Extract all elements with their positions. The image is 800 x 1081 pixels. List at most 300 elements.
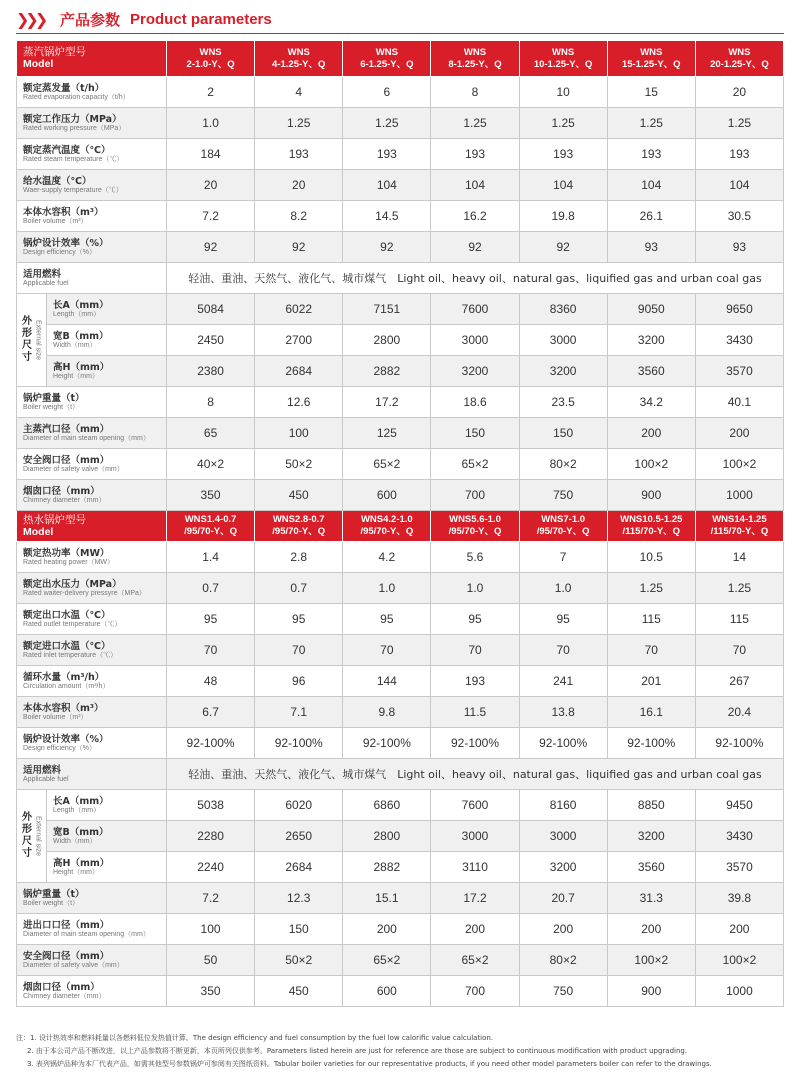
- value-cell: 150: [255, 914, 343, 945]
- row-label: [17, 883, 167, 914]
- model-header: [519, 511, 607, 542]
- label-cn: 额定工作压力（MPa）: [23, 113, 122, 125]
- row-label: [47, 325, 167, 356]
- value-cell: 193: [431, 139, 519, 170]
- value-cell: 65×2: [343, 945, 431, 976]
- footnote: 3. 表列锅炉品种为本厂代表产品，如需其他型号参数锅炉可参阅有关图纸资料。Tabular boiler varieties for our representative products, if you need other model parameters boiler can refer to the drawings.: [27, 1060, 712, 1068]
- value-cell: 92-100%: [519, 728, 607, 759]
- value-cell: 7.2: [167, 201, 255, 232]
- value-cell: 100×2: [695, 449, 783, 480]
- model-header: [343, 41, 431, 77]
- value-cell: 104: [607, 170, 695, 201]
- label-en: Rated working pressure（MPa）: [23, 124, 126, 132]
- label-cn: 本体水容积（m³）: [23, 206, 104, 218]
- value-cell: 184: [167, 139, 255, 170]
- value-cell: 193: [431, 666, 519, 697]
- row-label: [17, 573, 167, 604]
- fuel-value: 轻油、重油、天然气、液化气、城市煤气 Light oil、heavy oil、natural gas、liquified gas and urban coal gas: [167, 263, 784, 294]
- value-cell: 3570: [695, 356, 783, 387]
- value-cell: 18.6: [431, 387, 519, 418]
- value-cell: 5038: [167, 790, 255, 821]
- value-cell: 93: [607, 232, 695, 263]
- model-header: [343, 511, 431, 542]
- label-en: Design efficiency（%）: [23, 248, 97, 256]
- table-row: [17, 635, 784, 666]
- value-cell: 92-100%: [343, 728, 431, 759]
- model-header: [695, 41, 783, 77]
- value-cell: 15.1: [343, 883, 431, 914]
- value-cell: 3000: [519, 325, 607, 356]
- value-cell: 14: [695, 542, 783, 573]
- value-cell: 7.2: [167, 883, 255, 914]
- value-cell: 2450: [167, 325, 255, 356]
- label-cn: 循环水量（m³/h）: [23, 671, 105, 683]
- label-en: Rated steam temperature（℃）: [23, 155, 124, 163]
- value-cell: 20.7: [519, 883, 607, 914]
- label-cn: 主蒸汽口径（mm）: [23, 423, 110, 435]
- value-cell: 3200: [431, 356, 519, 387]
- value-cell: 3430: [695, 821, 783, 852]
- value-cell: 10: [519, 77, 607, 108]
- value-cell: 200: [695, 418, 783, 449]
- label-cn: 额定出口水温（℃）: [23, 609, 111, 621]
- model-label: [17, 41, 167, 77]
- size-row: [17, 821, 784, 852]
- label-en: Boiler weight（t）: [23, 403, 80, 411]
- value-cell: 7151: [343, 294, 431, 325]
- value-cell: 19.8: [519, 201, 607, 232]
- value-cell: 450: [255, 480, 343, 511]
- value-cell: 125: [343, 418, 431, 449]
- value-cell: 7.1: [255, 697, 343, 728]
- value-cell: 100: [255, 418, 343, 449]
- fuel-row: [17, 263, 784, 294]
- value-cell: 193: [519, 139, 607, 170]
- value-cell: 8850: [607, 790, 695, 821]
- label-en: Diameter of main steam opening（mm）: [23, 930, 150, 938]
- row-label: [17, 449, 167, 480]
- value-cell: 200: [343, 914, 431, 945]
- model-line: /95/70-Y、Q: [360, 526, 414, 537]
- value-cell: 2684: [255, 852, 343, 883]
- model-header: [519, 41, 607, 77]
- row-label: [17, 542, 167, 573]
- section-header: [16, 6, 272, 32]
- value-cell: 9450: [695, 790, 783, 821]
- value-cell: 1.0: [519, 573, 607, 604]
- label-cn: 宽B（mm）: [53, 826, 109, 838]
- table-row: [17, 542, 784, 573]
- size-row: [17, 294, 784, 325]
- value-cell: 3200: [519, 356, 607, 387]
- row-label: [17, 418, 167, 449]
- label-en: Waer-supply temperature（℃）: [23, 186, 123, 194]
- value-cell: 1.25: [607, 573, 695, 604]
- value-cell: 150: [431, 418, 519, 449]
- label-en: Length（mm）: [53, 806, 101, 814]
- value-cell: 200: [695, 914, 783, 945]
- value-cell: 1.0: [167, 108, 255, 139]
- table-row: [17, 170, 784, 201]
- value-cell: 700: [431, 976, 519, 1007]
- value-cell: 1.25: [519, 108, 607, 139]
- value-cell: 193: [255, 139, 343, 170]
- value-cell: 3000: [519, 821, 607, 852]
- table-row: [17, 480, 784, 511]
- label-en: Diameter of safety valve（mm）: [23, 961, 124, 969]
- label-cn: 额定出水压力（MPa）: [23, 578, 122, 590]
- value-cell: 267: [695, 666, 783, 697]
- model-header: [607, 41, 695, 77]
- row-label: [17, 976, 167, 1007]
- value-cell: 92-100%: [695, 728, 783, 759]
- label-en: Design efficiency（%）: [23, 744, 97, 752]
- footnote: 2. 由于本公司产品不断改进，以上产品参数将不断更新，本页所列仅供参考。Parameters listed herein are just for reference are those are subject to continuous modification with product upgrading.: [27, 1047, 688, 1055]
- value-cell: 2882: [343, 356, 431, 387]
- size-row: [17, 790, 784, 821]
- table-row: [17, 449, 784, 480]
- label-cn: 锅炉重量（t）: [23, 888, 85, 900]
- label-cn: 本体水容积（m³）: [23, 702, 104, 714]
- value-cell: 70: [519, 635, 607, 666]
- label-cn: 宽B（mm）: [53, 330, 109, 342]
- model-header: [255, 41, 343, 77]
- size-row: [17, 356, 784, 387]
- label-cn: 高H（mm）: [53, 857, 110, 869]
- value-cell: 92: [343, 232, 431, 263]
- external-size-label: [17, 294, 47, 387]
- label-en: Height（mm）: [53, 868, 99, 876]
- table-row: [17, 201, 784, 232]
- external-size-en: External size: [34, 815, 42, 857]
- value-cell: 1.25: [695, 108, 783, 139]
- value-cell: 92: [519, 232, 607, 263]
- label-cn: 长A（mm）: [53, 299, 109, 311]
- value-cell: 65×2: [343, 449, 431, 480]
- label-en: Boiler weight（t）: [23, 899, 80, 907]
- fuel-row: [17, 759, 784, 790]
- value-cell: 3200: [519, 852, 607, 883]
- label-en: Diameter of main steam opening（mm）: [23, 434, 150, 442]
- value-cell: 50: [167, 945, 255, 976]
- value-cell: 200: [519, 914, 607, 945]
- value-cell: 144: [343, 666, 431, 697]
- label-en: Rated evaporation capacity（t/h）: [23, 93, 130, 101]
- value-cell: 115: [695, 604, 783, 635]
- label-cn: 烟囱口径（mm）: [23, 485, 100, 497]
- model-line: WNS: [463, 46, 487, 58]
- value-cell: 3000: [431, 325, 519, 356]
- row-label: [47, 790, 167, 821]
- value-cell: 2700: [255, 325, 343, 356]
- size-row: [17, 852, 784, 883]
- value-cell: 115: [607, 604, 695, 635]
- row-label: [17, 170, 167, 201]
- value-cell: 2650: [255, 821, 343, 852]
- value-cell: 92-100%: [255, 728, 343, 759]
- label-cn: 进出口口径（mm）: [23, 919, 110, 931]
- model-line: WNS: [552, 46, 575, 58]
- value-cell: 20: [255, 170, 343, 201]
- hot-model-row: [17, 511, 784, 542]
- value-cell: 3110: [431, 852, 519, 883]
- value-cell: 2240: [167, 852, 255, 883]
- row-label: [17, 914, 167, 945]
- value-cell: 5.6: [431, 542, 519, 573]
- value-cell: 241: [519, 666, 607, 697]
- value-cell: 6.7: [167, 697, 255, 728]
- row-label: [17, 697, 167, 728]
- model-label-en: Model: [23, 58, 54, 70]
- label-en: Diameter of safety valve（mm）: [23, 465, 124, 473]
- header-divider: [16, 33, 784, 34]
- label-en: Chimney diameter（mm）: [23, 496, 106, 504]
- value-cell: 26.1: [607, 201, 695, 232]
- model-header: [431, 511, 519, 542]
- label-en: Boiler volume（m³）: [23, 713, 88, 721]
- label-en: Rated inlet temperature（℃）: [23, 651, 118, 659]
- value-cell: 2684: [255, 356, 343, 387]
- value-cell: 16.2: [431, 201, 519, 232]
- value-cell: 5084: [167, 294, 255, 325]
- model-header: [167, 511, 255, 542]
- model-label-en: Model: [23, 525, 54, 538]
- value-cell: 350: [167, 480, 255, 511]
- value-cell: 3200: [607, 325, 695, 356]
- row-label: [47, 852, 167, 883]
- model-header: [431, 41, 519, 77]
- table-row: [17, 914, 784, 945]
- value-cell: 6: [343, 77, 431, 108]
- value-cell: 350: [167, 976, 255, 1007]
- label-cn: 额定进口水温（℃）: [23, 640, 111, 652]
- value-cell: 2: [167, 77, 255, 108]
- model-line: 10-1.25-Y、Q: [533, 58, 593, 70]
- table-row: [17, 976, 784, 1007]
- value-cell: 1.25: [695, 573, 783, 604]
- model-line: WNS5.6-1.0: [449, 514, 501, 525]
- value-cell: 193: [343, 139, 431, 170]
- model-header: [607, 511, 695, 542]
- value-cell: 2800: [343, 821, 431, 852]
- row-label: [17, 635, 167, 666]
- model-line: /115/70-Y、Q: [710, 526, 769, 537]
- label-cn: 额定蒸发量（t/h）: [23, 82, 105, 94]
- value-cell: 30.5: [695, 201, 783, 232]
- value-cell: 8160: [519, 790, 607, 821]
- value-cell: 70: [695, 635, 783, 666]
- table-row: [17, 108, 784, 139]
- value-cell: 31.3: [607, 883, 695, 914]
- label-en: Boiler volume（m³）: [23, 217, 88, 225]
- value-cell: 70: [607, 635, 695, 666]
- table-row: [17, 387, 784, 418]
- value-cell: 1.25: [431, 108, 519, 139]
- value-cell: 2800: [343, 325, 431, 356]
- value-cell: 100×2: [695, 945, 783, 976]
- value-cell: 750: [519, 480, 607, 511]
- value-cell: 50×2: [255, 449, 343, 480]
- table-row: [17, 883, 784, 914]
- value-cell: 3000: [431, 821, 519, 852]
- value-cell: 70: [343, 635, 431, 666]
- value-cell: 92-100%: [607, 728, 695, 759]
- label-cn: 适用燃料: [23, 268, 62, 280]
- row-label: [17, 387, 167, 418]
- label-en: Circulation amount（m³/h）: [23, 682, 110, 690]
- value-cell: 1.0: [431, 573, 519, 604]
- table-row: [17, 604, 784, 635]
- value-cell: 6860: [343, 790, 431, 821]
- table-row: [17, 666, 784, 697]
- model-line: /95/70-Y、Q: [536, 526, 590, 537]
- chevron-right-icon: ❯❯❯: [16, 9, 45, 29]
- value-cell: 7600: [431, 294, 519, 325]
- value-cell: 6022: [255, 294, 343, 325]
- model-line: WNS14-1.25: [712, 514, 767, 525]
- label-en: Rated waiter-delivery pressyre（MPa）: [23, 589, 146, 597]
- value-cell: 1.25: [255, 108, 343, 139]
- row-label: [17, 728, 167, 759]
- label-en: Width（mm）: [53, 837, 97, 845]
- model-header: [695, 511, 783, 542]
- table-row: [17, 573, 784, 604]
- label-en: Applicable fuel: [23, 279, 69, 287]
- model-line: WNS7-1.0: [541, 514, 586, 525]
- row-label: [17, 108, 167, 139]
- label-cn: 安全阀口径（mm）: [23, 454, 110, 466]
- model-label-cn: 蒸汽锅炉型号: [23, 46, 86, 58]
- model-line: 2-1.0-Y、Q: [186, 58, 235, 70]
- value-cell: 80×2: [519, 945, 607, 976]
- external-size-cn: 外形尺寸: [22, 316, 32, 363]
- value-cell: 8: [431, 77, 519, 108]
- value-cell: 1000: [695, 480, 783, 511]
- model-line: 4-1.25-Y、Q: [272, 58, 326, 70]
- row-label: [17, 480, 167, 511]
- value-cell: 3560: [607, 356, 695, 387]
- footnotes: [16, 1032, 786, 1071]
- value-cell: 2280: [167, 821, 255, 852]
- value-cell: 600: [343, 480, 431, 511]
- value-cell: 95: [255, 604, 343, 635]
- value-cell: 8360: [519, 294, 607, 325]
- section-title-en: Product parameters: [130, 10, 272, 28]
- row-label: [17, 945, 167, 976]
- model-line: /95/70-Y、Q: [272, 526, 326, 537]
- label-en: Width（mm）: [53, 341, 97, 349]
- row-label: [17, 232, 167, 263]
- model-line: WNS: [728, 46, 751, 58]
- value-cell: 7: [519, 542, 607, 573]
- model-line: /95/70-Y、Q: [448, 526, 502, 537]
- model-line: 8-1.25-Y、Q: [448, 58, 502, 70]
- label-en: Height（mm）: [53, 372, 99, 380]
- value-cell: 193: [695, 139, 783, 170]
- model-label: [17, 511, 167, 542]
- model-line: WNS1.4-0.7: [184, 514, 237, 525]
- model-label-cn: 热水锅炉型号: [23, 513, 86, 526]
- value-cell: 100×2: [607, 945, 695, 976]
- value-cell: 104: [431, 170, 519, 201]
- row-label: [17, 759, 167, 790]
- value-cell: 65×2: [431, 945, 519, 976]
- value-cell: 7600: [431, 790, 519, 821]
- value-cell: 92: [431, 232, 519, 263]
- footnote: 注：1. 设计热效率和燃料耗量以各燃料低位发热值计算。The design efficiency and fuel consumption by the fuel low calorific value calculation.: [16, 1034, 494, 1042]
- model-line: WNS4.2-1.0: [360, 514, 413, 525]
- table-row: [17, 697, 784, 728]
- value-cell: 1.4: [167, 542, 255, 573]
- value-cell: 23.5: [519, 387, 607, 418]
- model-line: WNS: [375, 46, 398, 58]
- steam-model-row: [17, 41, 784, 77]
- value-cell: 34.2: [607, 387, 695, 418]
- label-en: Length（mm）: [53, 310, 101, 318]
- value-cell: 9.8: [343, 697, 431, 728]
- value-cell: 20.4: [695, 697, 783, 728]
- row-label: [17, 263, 167, 294]
- external-size-label: [17, 790, 47, 883]
- row-label: [17, 201, 167, 232]
- value-cell: 104: [519, 170, 607, 201]
- value-cell: 700: [431, 480, 519, 511]
- value-cell: 4: [255, 77, 343, 108]
- value-cell: 70: [167, 635, 255, 666]
- table-row: [17, 945, 784, 976]
- value-cell: 104: [695, 170, 783, 201]
- model-line: WNS10.5-1.25: [620, 514, 683, 525]
- row-label: [17, 666, 167, 697]
- value-cell: 3570: [695, 852, 783, 883]
- model-header: [255, 511, 343, 542]
- table-row: [17, 232, 784, 263]
- model-line: WNS: [640, 46, 663, 58]
- value-cell: 20: [167, 170, 255, 201]
- value-cell: 200: [431, 914, 519, 945]
- label-cn: 高H（mm）: [53, 361, 110, 373]
- value-cell: 750: [519, 976, 607, 1007]
- row-label: [17, 604, 167, 635]
- value-cell: 39.8: [695, 883, 783, 914]
- value-cell: 0.7: [167, 573, 255, 604]
- table-row: [17, 77, 784, 108]
- value-cell: 3560: [607, 852, 695, 883]
- value-cell: 9650: [695, 294, 783, 325]
- value-cell: 95: [431, 604, 519, 635]
- value-cell: 2.8: [255, 542, 343, 573]
- section-title-cn: 产品参数: [60, 10, 121, 29]
- model-line: 6-1.25-Y、Q: [360, 58, 414, 70]
- value-cell: 200: [607, 914, 695, 945]
- value-cell: 201: [607, 666, 695, 697]
- table-row: [17, 418, 784, 449]
- value-cell: 100: [167, 914, 255, 945]
- label-cn: 锅炉设计效率（%）: [23, 237, 109, 249]
- value-cell: 14.5: [343, 201, 431, 232]
- row-label: [17, 139, 167, 170]
- label-en: Chimney diameter（mm）: [23, 992, 106, 1000]
- model-line: /115/70-Y、Q: [622, 526, 681, 537]
- label-en: Rated outlet temperature（℃）: [23, 620, 122, 628]
- value-cell: 95: [343, 604, 431, 635]
- row-label: [17, 77, 167, 108]
- label-cn: 烟囱口径（mm）: [23, 981, 100, 993]
- label-cn: 长A（mm）: [53, 795, 109, 807]
- table-row: [17, 139, 784, 170]
- label-cn: 额定蒸汽温度（℃）: [23, 144, 111, 156]
- value-cell: 0.7: [255, 573, 343, 604]
